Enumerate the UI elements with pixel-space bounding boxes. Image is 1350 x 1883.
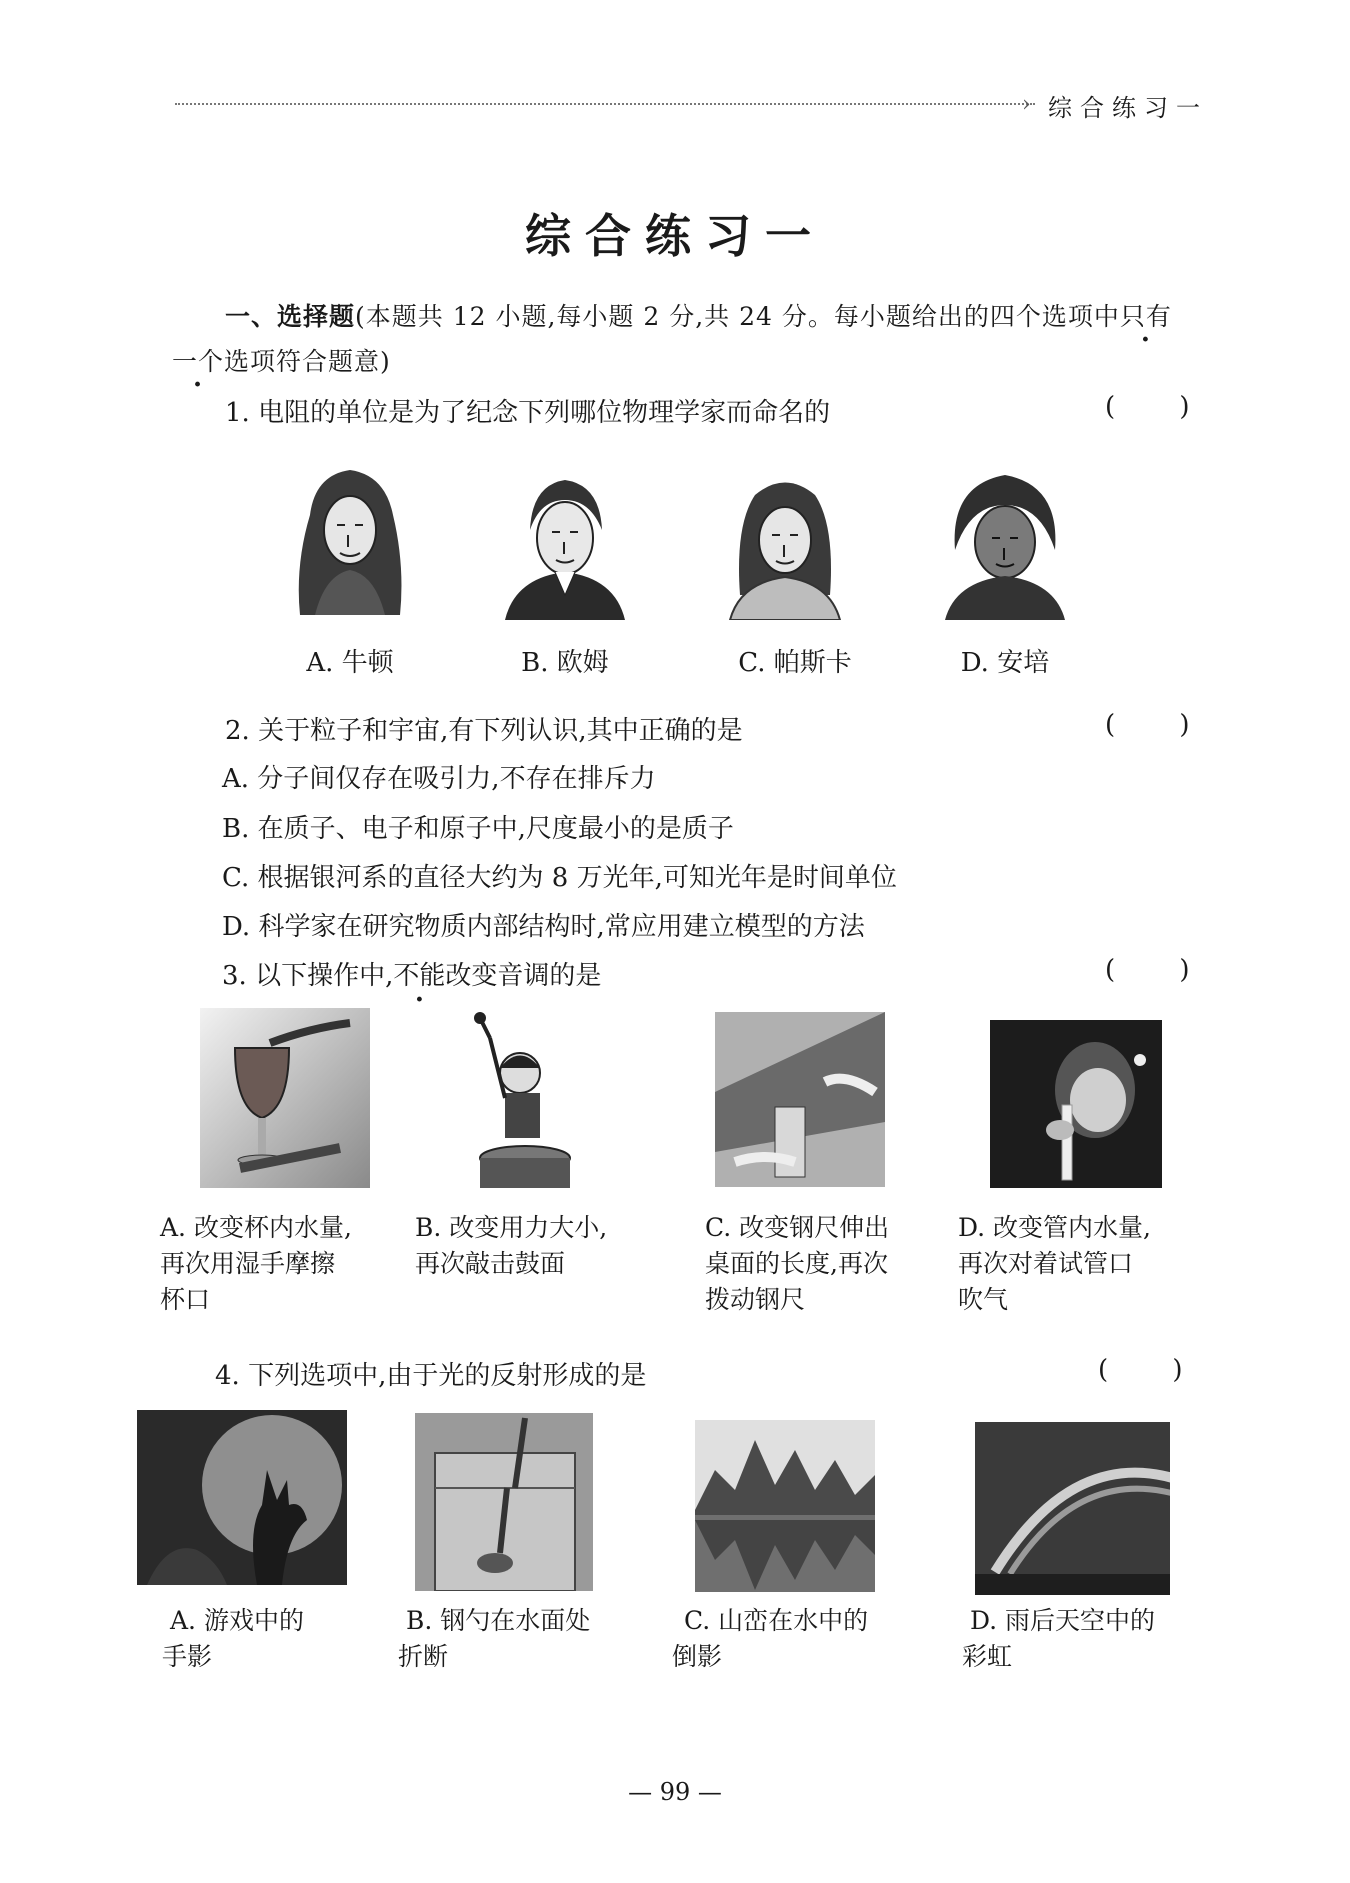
- q4-option-c: [672, 1603, 912, 1675]
- section-heading: [225, 297, 1172, 333]
- q3-option-d-line2: 再次对着试管口: [958, 1249, 1134, 1278]
- hand-shadow-photo: [137, 1410, 347, 1585]
- q3-option-b: [415, 1210, 645, 1282]
- q3-option-c-line2: 桌面的长度,再次: [705, 1249, 888, 1278]
- drum-boy-illustration: [450, 1008, 600, 1188]
- mountain-reflection-photo: [695, 1420, 875, 1592]
- portrait-newton: [285, 455, 415, 615]
- q4-option-b-line2: 折断: [398, 1642, 449, 1671]
- q3-emphasis: 不能: [393, 961, 446, 991]
- page-number: — 99 —: [628, 1778, 722, 1806]
- q4-option-d: [962, 1603, 1202, 1675]
- q4-option-b: [398, 1603, 638, 1675]
- q3-option-b-line1: B. 改变用力大小,: [415, 1213, 608, 1242]
- q3-option-a-line1: A. 改变杯内水量,: [160, 1213, 352, 1242]
- q3-option-c-line1: C. 改变钢尺伸出: [705, 1213, 890, 1242]
- q1-option-d: D. 安培: [960, 648, 1050, 678]
- arrow-right-icon: ›: [1022, 92, 1031, 117]
- q1-option-c: C. 帕斯卡: [738, 648, 852, 678]
- q1-answer-paren: ( ): [1105, 392, 1218, 422]
- q2-option-d: D. 科学家在研究物质内部结构时,常应用建立模型的方法: [222, 912, 865, 942]
- q3-option-b-line2: 再次敲击鼓面: [415, 1249, 566, 1278]
- q2-option-b: B. 在质子、电子和原子中,尺度最小的是质子: [222, 814, 734, 844]
- rainbow-photo: [975, 1422, 1170, 1595]
- q1-option-a: A. 牛顿: [306, 648, 394, 678]
- q2-stem: 2. 关于粒子和宇宙,有下列认识,其中正确的是: [225, 716, 743, 746]
- q4-answer-paren: ( ): [1098, 1355, 1211, 1385]
- steel-ruler-photo: [715, 1012, 885, 1187]
- q4-option-a-line2: 手影: [162, 1642, 213, 1671]
- emphasis-only-one: 只有: [1119, 302, 1172, 331]
- q3-option-c: [705, 1210, 935, 1318]
- q3-stem-pre: 3. 以下操作中,: [222, 961, 394, 991]
- q4-option-c-line1: C. 山峦在水中的: [684, 1606, 869, 1635]
- q3-option-c-line3: 拨动钢尺: [705, 1285, 806, 1314]
- q3-option-a: [160, 1210, 390, 1318]
- portrait-pascal: [720, 465, 850, 620]
- q4-stem: 4. 下列选项中,由于光的反射形成的是: [215, 1361, 647, 1391]
- q4-option-a: [162, 1603, 392, 1675]
- q3-stem: [222, 955, 601, 992]
- section-heading-label: 一、选择题: [225, 302, 356, 331]
- page-title: 综合练习一: [525, 209, 825, 263]
- q4-option-a-line1: A. 游戏中的: [170, 1606, 304, 1635]
- portrait-ampere: [940, 460, 1070, 620]
- section-desc-line2: 选项符合题意): [224, 347, 391, 376]
- section-desc-line1: (本题共 12 小题,每小题 2 分,共 24 分。每小题给出的四个选项中: [355, 302, 1120, 331]
- running-header: 综合练习一: [1048, 94, 1208, 122]
- q4-option-d-line1: D. 雨后天空中的: [970, 1606, 1156, 1635]
- q1-option-b: B. 欧姆: [521, 648, 609, 678]
- emphasis-one: 一个: [172, 347, 225, 376]
- header-rule: [175, 103, 1035, 105]
- q2-option-a: A. 分子间仅存在吸引力,不存在排斥力: [222, 764, 656, 794]
- section-desc-cont: [172, 342, 391, 378]
- spoon-in-water-photo: [415, 1413, 593, 1591]
- portrait-ohm: [500, 460, 630, 620]
- q3-answer-paren: ( ): [1105, 955, 1218, 985]
- q3-option-d-line3: 吹气: [958, 1285, 1009, 1314]
- q3-option-d: [958, 1210, 1188, 1318]
- wine-glass-photo: [200, 1008, 370, 1188]
- q3-option-a-line2: 再次用湿手摩擦: [160, 1249, 336, 1278]
- q3-option-a-line3: 杯口: [160, 1285, 211, 1314]
- q4-option-d-line2: 彩虹: [962, 1642, 1013, 1671]
- q1-stem: 1. 电阻的单位是为了纪念下列哪位物理学家而命名的: [225, 398, 831, 428]
- q3-stem-post: 改变音调的是: [445, 961, 602, 991]
- q3-option-d-line1: D. 改变管内水量,: [958, 1213, 1151, 1242]
- girl-blowing-tube-photo: [990, 1020, 1162, 1188]
- q2-option-c: C. 根据银河系的直径大约为 8 万光年,可知光年是时间单位: [222, 863, 897, 893]
- q2-answer-paren: ( ): [1105, 710, 1218, 740]
- q4-option-c-line2: 倒影: [672, 1642, 723, 1671]
- q4-option-b-line1: B. 钢勺在水面处: [406, 1606, 591, 1635]
